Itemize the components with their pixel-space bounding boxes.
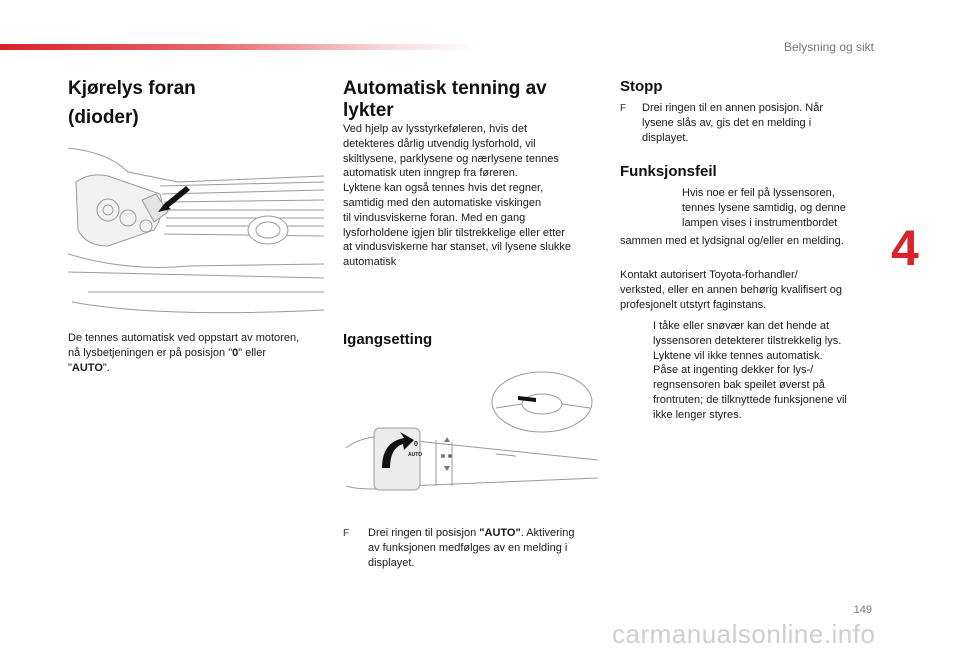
activation-instruction (368, 526, 600, 570)
stop-text (642, 101, 872, 145)
chapter-number: 4 (891, 220, 919, 276)
text-line: at vindusviskerne har stanset, vil lysene slukke (343, 241, 572, 254)
heading-activation: Igangsetting (343, 331, 433, 348)
text-line: Hvis noe er feil på lyssensoren, (682, 187, 835, 199)
text-line: profesjonelt utstyrt faginstans. (620, 298, 767, 311)
text-line (368, 526, 600, 541)
text-fragment: Drei ringen til posisjon (368, 527, 480, 539)
text-line: displayet. (642, 131, 689, 144)
automatic-lights-paragraph (343, 122, 603, 270)
text-line: automatisk uten inngrep fra føreren. (343, 167, 518, 180)
text-fragment: " (68, 361, 72, 374)
text-line: av funksjonen medfølges av en melding i (368, 541, 568, 554)
heading-stop: Stopp (620, 78, 663, 95)
heading-line-1: Kjørelys foran (68, 78, 196, 99)
text-line (68, 361, 338, 376)
text-line: til vindusviskerne foran. Med en gang (343, 211, 526, 224)
bold-fragment: "AUTO" (479, 527, 521, 539)
daytime-lights-text (68, 331, 338, 375)
bullet-marker: F (343, 528, 350, 539)
page-number: 149 (853, 604, 872, 616)
heading-line-2: (dioder) (68, 107, 139, 128)
text-line: Lyktene kan også tennes hvis det regner, (343, 182, 544, 195)
text-line: automatisk (343, 256, 397, 269)
text-line: skiltlysene, parklysene og nærlysene tennes (343, 152, 559, 165)
stalk-label-auto: AUTO (408, 452, 423, 458)
bold-fragment: AUTO (71, 361, 103, 374)
malfunction-text (682, 186, 882, 230)
text-line: lyssensoren detekterer tilstrekkelig lys. (653, 334, 842, 347)
text-line: Ved hjelp av lysstyrkeføleren, hvis det (343, 123, 528, 135)
header-accent-bar (0, 44, 480, 50)
heading-line-2: lykter (343, 100, 394, 121)
text-line: samtidig med den automatiske viskingen (343, 196, 542, 209)
text-line: Drei ringen til en annen posisjon. Når (642, 102, 823, 114)
bold-fragment: 0 (232, 346, 239, 359)
text-line (68, 346, 338, 361)
text-line: lampen vises i instrumentbordet (682, 216, 838, 229)
text-line: I tåke eller snøvær kan det hende at (653, 320, 830, 332)
bullet-marker: F (620, 103, 627, 114)
stalk-label-zero: 0 (414, 441, 418, 448)
text-line: regnsensoren bak speilet øverst på (653, 379, 825, 392)
heading-line-1: Automatisk tenning av (343, 78, 547, 99)
heading-automatic-lights (343, 78, 547, 122)
text-line: lysforholdene igjen blir tilstrekkelige eller etter (343, 226, 565, 239)
text-line: Påse at ingenting dekker for lys-/ (653, 364, 814, 377)
text-fragment: . Aktivering (520, 527, 575, 539)
text-line: Kontakt autorisert Toyota-forhandler/ (620, 269, 798, 281)
contact-text (620, 268, 882, 312)
text-fragment: " eller (238, 346, 266, 359)
fog-snow-note (653, 319, 885, 423)
text-line: detekteres dårlig utvendig lysforhold, vil (343, 137, 536, 150)
car-front-illustration (68, 142, 324, 318)
heading-daytime-lights (68, 76, 196, 130)
text-line: frontruten; de tilknyttede funksjonene vil (653, 393, 847, 406)
text-line: ikke lenger styres. (653, 408, 742, 421)
section-title: Belysning og sikt (783, 40, 874, 54)
text-fragment: nå lysbetjeningen er på posisjon " (68, 346, 233, 359)
watermark: carmanualsonline.info (612, 619, 876, 649)
light-stalk-illustration (346, 368, 598, 498)
text-line: verksted, eller en annen behørig kvalifisert og (620, 283, 842, 296)
text-line: displayet. (368, 556, 415, 569)
malfunction-text-continued: sammen med et lydsignal og/eller en melding. (620, 235, 844, 247)
text-fragment: ". (102, 361, 110, 374)
text-line: Lyktene vil ikke tennes automatisk. (653, 349, 823, 362)
text-line: tennes lysene samtidig, og denne (682, 201, 846, 214)
text-line: De tennes automatisk ved oppstart av motoren, (68, 332, 300, 344)
heading-malfunction: Funksjonsfeil (620, 163, 717, 180)
text-line: lysene slås av, gis det en melding i (642, 116, 812, 129)
